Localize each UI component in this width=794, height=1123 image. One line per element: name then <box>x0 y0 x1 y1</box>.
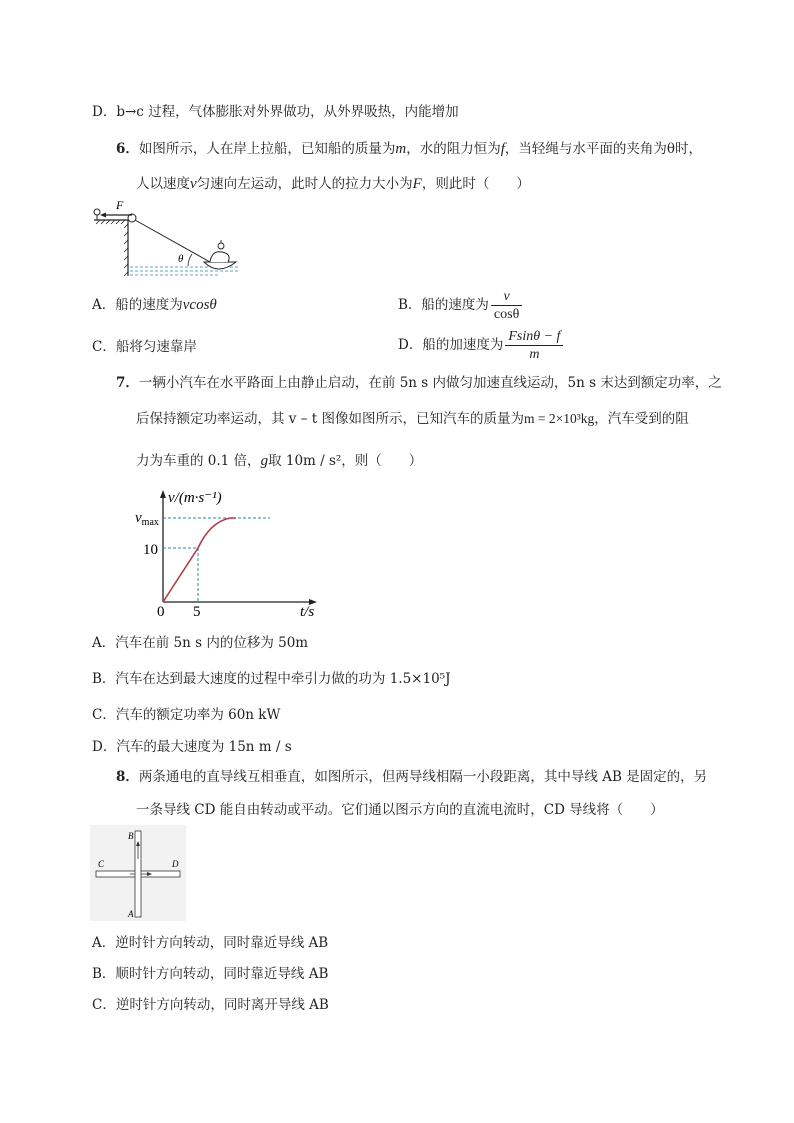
q6-option-d: D．船的加速度为 $\frac{Fsin\theta - f}{m}$ <box>398 328 563 363</box>
y-axis-label: v/(m·s⁻¹) <box>168 490 222 506</box>
y-tick-10: 10 <box>143 542 158 558</box>
person-icon <box>94 209 100 215</box>
q8-option-a: A．逆时针方向转动，同时靠近导线 AB <box>92 935 329 951</box>
q8-wires-figure <box>90 825 186 921</box>
q8-option-c: C．逆时针方向转动，同时离开导线 AB <box>92 997 329 1013</box>
q6-stem-line2: 人以速度v匀速向左运动，此时人的拉力大小为F，则此时（ ） <box>136 176 530 192</box>
q7-stem-line2: 后保持额定功率运动，其 v – t 图像如图所示，已知汽车的质量为m = 2×10³kg，汽车受到的阻 <box>136 411 689 427</box>
q7-option-a: A．汽车在前 5n s 内的位移为 50m <box>92 635 309 651</box>
y-label-vmax: $v_{max}$ <box>135 510 159 528</box>
q8-stem-line2: 一条导线 CD 能自由转动或平动。它们通以图示方向的直流电流时，CD 导线将（ ） <box>136 802 664 818</box>
q8-stem-line1: 8．两条通电的直导线互相垂直，如图所示，但两导线相隔一小段距离，其中导线 AB 是固定的，另 <box>116 769 708 785</box>
label-b: B <box>128 831 134 841</box>
q6-option-c: C．船将匀速靠岸 <box>92 339 197 355</box>
q7-stem-line1: 7．一辆小汽车在水平路面上由静止启动，在前 5n s 内做匀加速直线运动，5n s 末达到额定功率，之 <box>116 375 722 391</box>
q7-option-c: C．汽车的额定功率为 60n kW <box>92 707 281 723</box>
vt-curve <box>163 518 236 602</box>
q7-stem-line3: 力为车重的 0.1 倍，g取 10m / s²，则（ ） <box>136 453 423 469</box>
q7-vt-chart <box>130 484 330 622</box>
q6-option-a: A．船的速度为vcosθ <box>92 297 217 313</box>
q8-option-b: B．顺时针方向转动，同时靠近导线 AB <box>92 966 329 982</box>
q6-option-b: B．船的速度为 $\frac{v}{\cos\theta}$ <box>398 288 522 323</box>
x-tick-5: 5 <box>193 604 201 620</box>
origin-label: 0 <box>157 604 165 620</box>
force-label: F <box>116 198 124 212</box>
q7-number: 7． <box>116 375 139 391</box>
x-axis-label: t/s <box>300 604 315 620</box>
label-d: D <box>172 859 179 869</box>
q6-boat-figure <box>88 196 248 282</box>
label-c: C <box>98 859 105 869</box>
q7-option-b: B．汽车在达到最大速度的过程中牵引力做的功为 1.5×10⁵J <box>92 671 451 687</box>
boat-icon <box>204 262 236 269</box>
q5-option-d: D．b→c 过程，气体膨胀对外界做功，从外界吸热，内能增加 <box>92 104 459 120</box>
q7-option-d: D．汽车的最大速度为 15n m / s <box>92 739 292 755</box>
q6-number: 6． <box>116 141 139 157</box>
q8-number: 8． <box>116 769 139 785</box>
q6-stem-line1: 6．如图所示，人在岸上拉船，已知船的质量为m，水的阻力恒为f，当轻绳与水平面的夹角为θ时， <box>116 141 703 157</box>
angle-label: θ <box>178 253 184 265</box>
label-a: A <box>128 909 134 919</box>
